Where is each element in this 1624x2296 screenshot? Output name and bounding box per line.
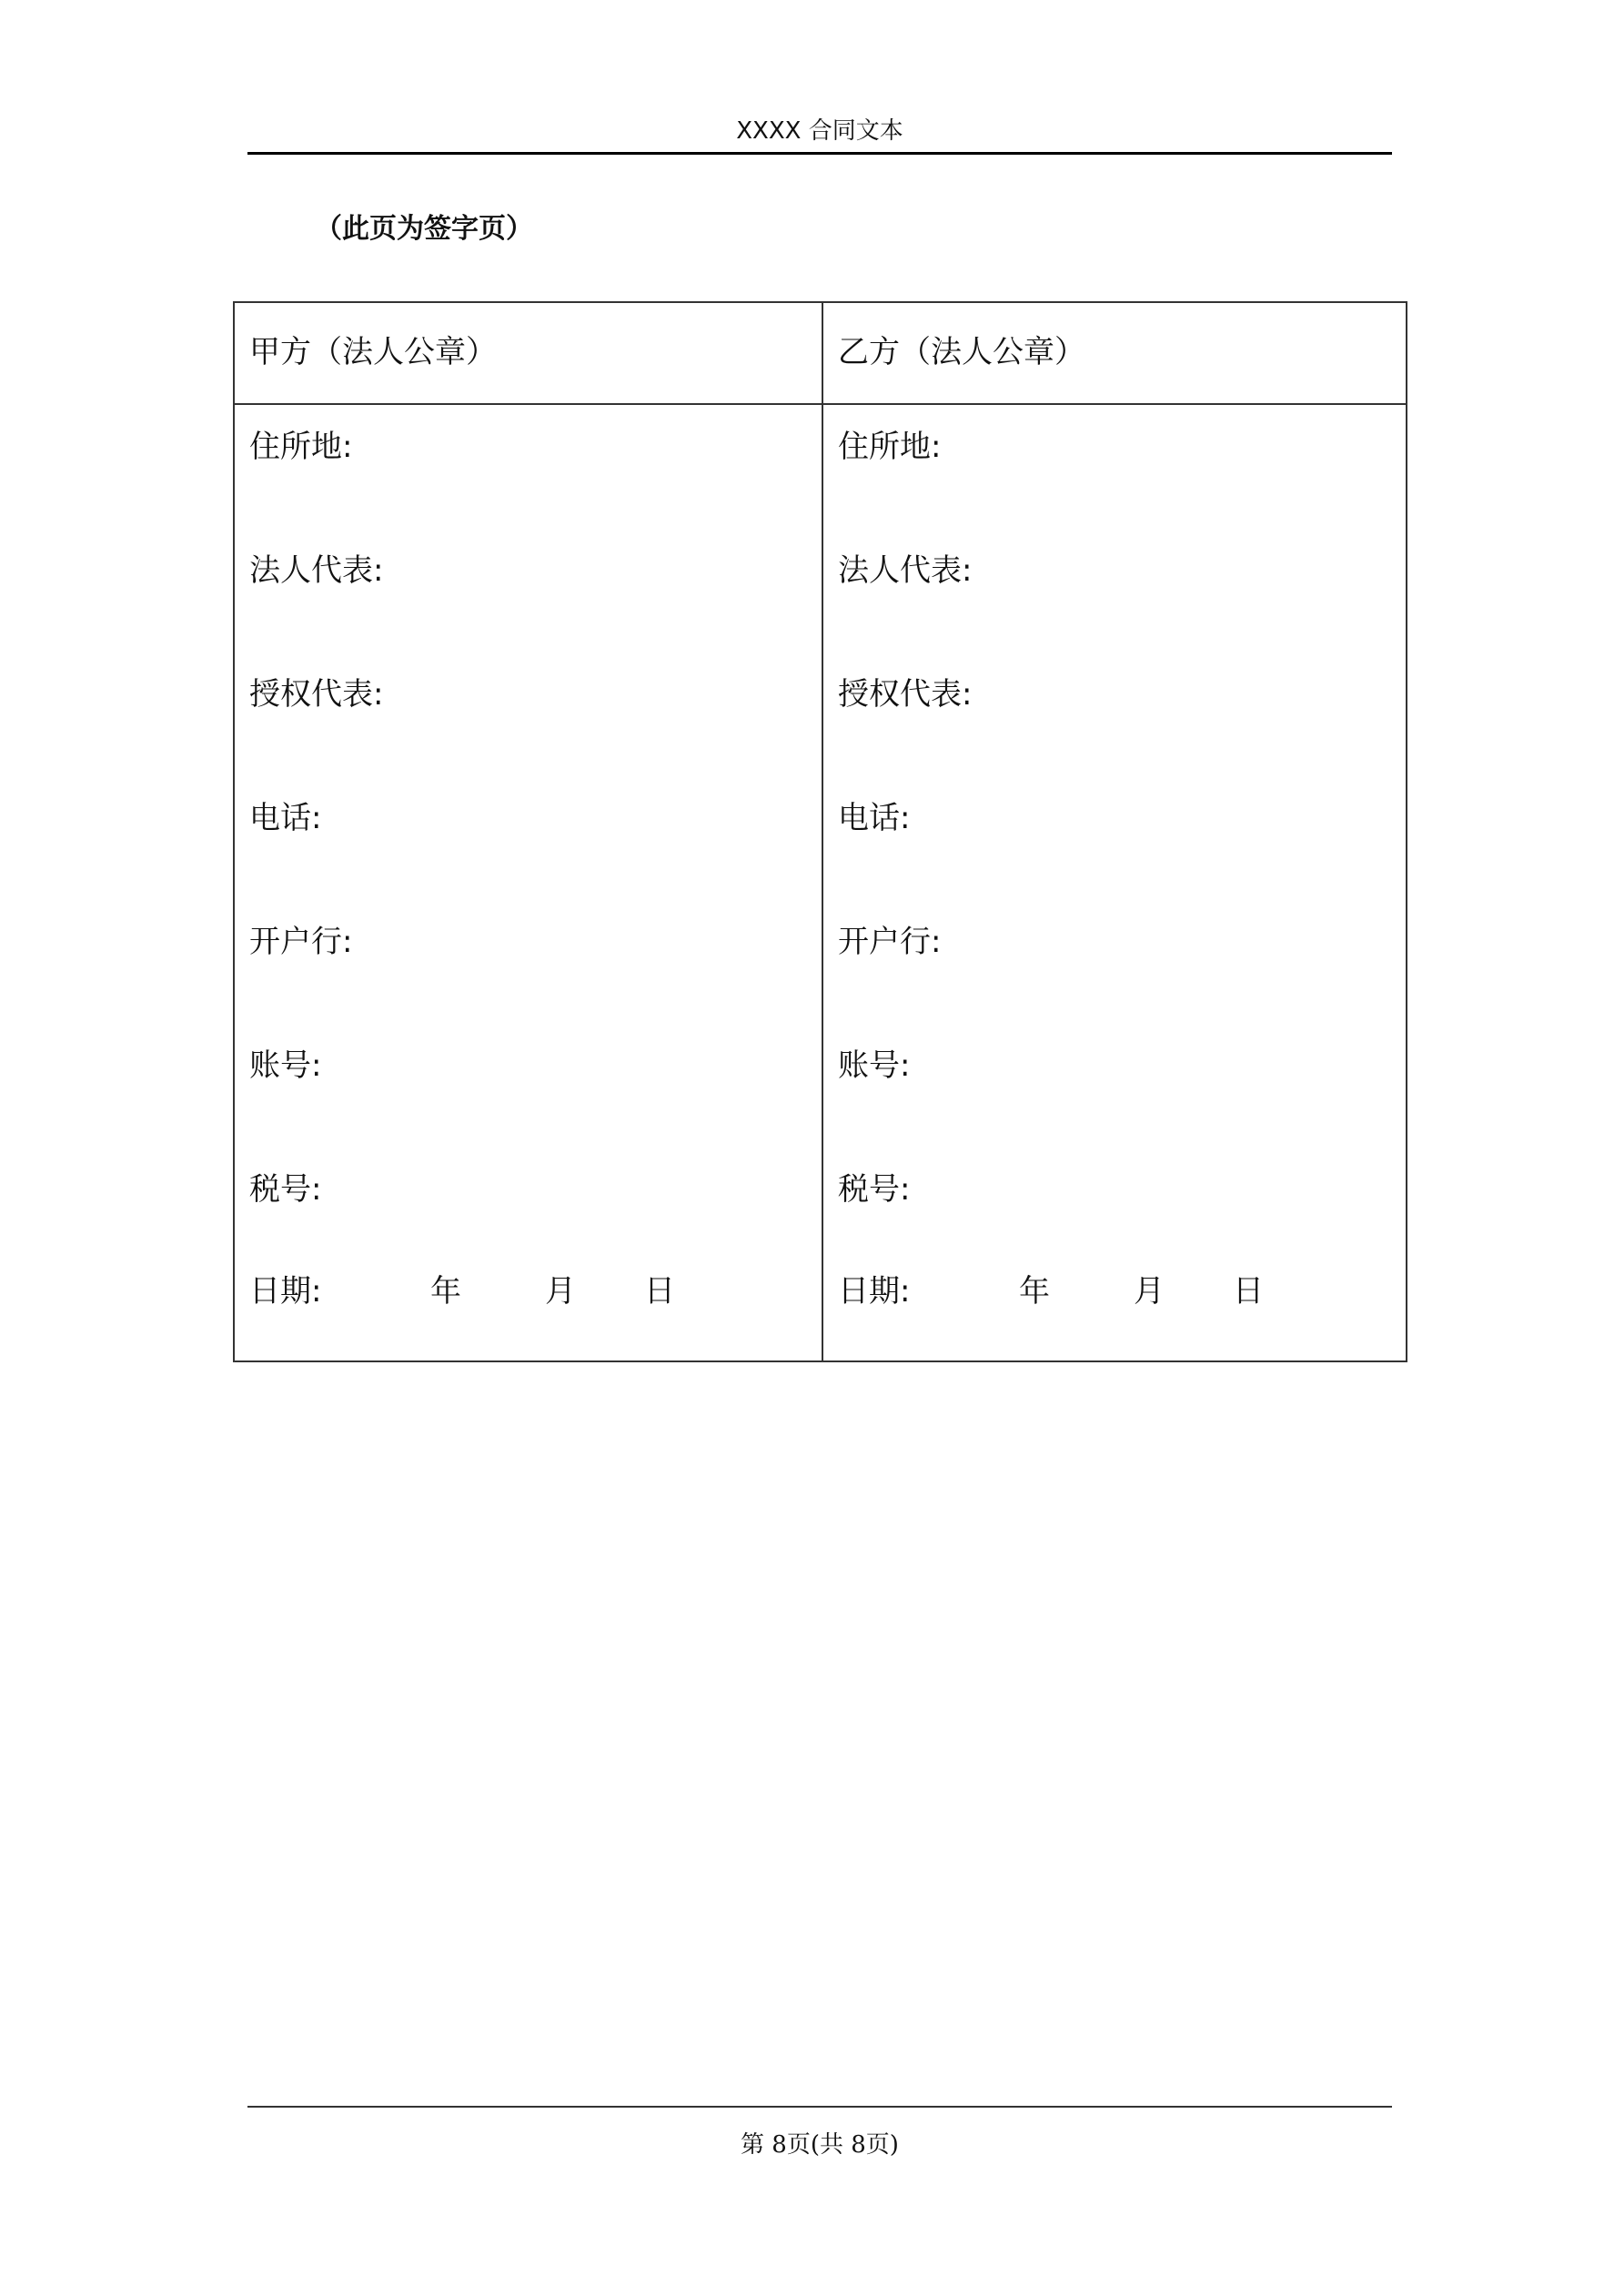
signature-table (233, 301, 1407, 1362)
signature-page-note: （此页为签字页） (315, 213, 533, 245)
party-a-bank-label: 开户行: (249, 924, 353, 960)
footer-divider (247, 2106, 1392, 2108)
party-b-tax-id-label: 税号: (838, 1171, 911, 1208)
party-a-date-label: 日期: (249, 1273, 322, 1310)
party-a-column (235, 303, 822, 1360)
party-a-date-month: 月 (545, 1273, 576, 1310)
party-b-phone-label: 电话: (838, 800, 911, 836)
party-b-date-day: 日 (1233, 1273, 1264, 1310)
party-a-legal-rep-label: 法人代表: (249, 552, 384, 589)
page-number: 第 8页(共 8页) (741, 2131, 899, 2159)
party-b-address-label: 住所地: (838, 429, 942, 465)
party-a-tax-id-label: 税号: (249, 1171, 322, 1208)
party-a-address-label: 住所地: (249, 429, 353, 465)
party-b-date-month: 月 (1134, 1273, 1165, 1310)
party-b-date-label: 日期: (838, 1273, 911, 1310)
party-b-column (822, 303, 1410, 1360)
party-a-phone-label: 电话: (249, 800, 322, 836)
header-divider (247, 152, 1392, 155)
party-b-account-label: 账号: (838, 1047, 911, 1084)
party-b-date-year: 年 (1019, 1273, 1050, 1310)
document-header-title: XXXX 合同文本 (736, 117, 903, 145)
party-a-date-day: 日 (644, 1273, 675, 1310)
party-a-date-year: 年 (430, 1273, 461, 1310)
party-a-account-label: 账号: (249, 1047, 322, 1084)
party-a-title: 甲方（法人公章） (249, 334, 497, 370)
party-a-authorized-rep-label: 授权代表: (249, 676, 384, 713)
party-b-bank-label: 开户行: (838, 924, 942, 960)
party-b-legal-rep-label: 法人代表: (838, 552, 973, 589)
party-b-authorized-rep-label: 授权代表: (838, 676, 973, 713)
party-b-title: 乙方（法人公章） (838, 334, 1085, 370)
